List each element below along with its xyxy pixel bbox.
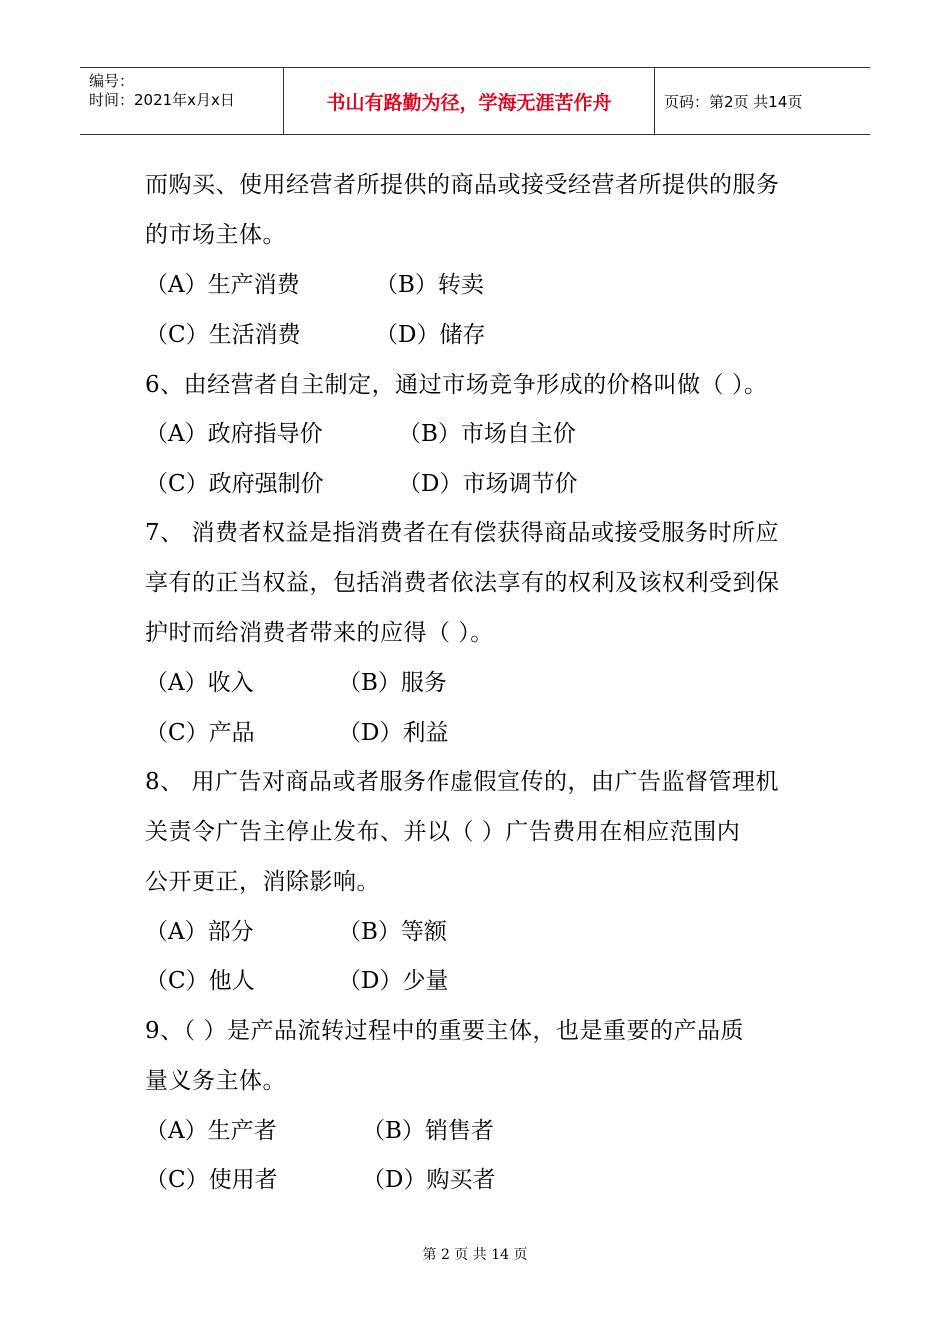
page-footer-number: 第 2 页 共 14 页 [422,1247,528,1263]
question-8-option-d: （D）少量 [338,968,449,994]
question-5-option-a: （A）生产消费 [145,272,300,298]
question-7-option-b: （B）服务 [338,670,447,696]
question-8-option-a: （A）部分 [145,919,254,945]
question-7-text-line-3: 护时而给消费者带来的应得（ ）。 [145,620,494,646]
question-8-text-line-2: 关责令广告主停止发布、并以（ ）广告费用在相应范围内 [145,819,741,845]
question-6-text-line-1: 6、由经营者自主制定，通过市场竞争形成的价格叫做（ ）。 [145,372,768,398]
header-left-cell [80,68,283,135]
question-7-text-line-2: 享有的正当权益，包括消费者依法享有的权利及该权利受到保 [145,570,780,596]
question-9-option-a: （A）生产者 [145,1118,277,1144]
question-9-option-d: （D）购买者 [362,1167,496,1193]
question-9-text-line-2: 量义务主体。 [145,1068,286,1094]
question-7-option-a: （A）收入 [145,670,254,696]
question-8-text-line-3: 公开更正，消除影响。 [145,869,380,895]
question-7-option-d: （D）利益 [338,720,449,746]
question-9-option-c: （C）使用者 [145,1167,278,1193]
question-8-text-line-1: 8、 用广告对商品或者服务作虚假宣传的，由广告监督管理机 [145,769,779,795]
question-5-option-b: （B）转卖 [375,272,484,298]
header-middle-cell [283,68,655,135]
header-page-info: 页码：第2页 共14页 [664,93,803,111]
time-label: 时间：2021年x月x日 [89,91,235,109]
question-7-text-line-1: 7、 消费者权益是指消费者在有偿获得商品或接受服务时所应 [145,520,779,546]
question-9-option-b: （B）销售者 [362,1118,494,1144]
question-7-option-c: （C）产品 [145,720,255,746]
document-header [80,67,870,135]
question-6-option-d: （D）市场调节价 [398,471,578,497]
question-8-option-c: （C）他人 [145,968,255,994]
question-6-option-a: （A）政府指导价 [145,421,323,447]
question-5-option-d: （D）储存 [375,322,486,348]
serial-number-label: 编号： [89,72,135,90]
question-5-text-line-2: 的市场主体。 [145,222,286,248]
question-8-option-b: （B）等额 [338,919,447,945]
question-5-option-c: （C）生活消费 [145,322,301,348]
header-motto: 书山有路勤为径，学海无涯苦作舟 [326,92,612,114]
question-5-text-line-1: 而购买、使用经营者所提供的商品或接受经营者所提供的服务 [145,172,780,198]
header-right-cell [655,68,870,135]
question-6-option-c: （C）政府强制价 [145,471,324,497]
question-6-option-b: （B）市场自主价 [398,421,576,447]
question-9-text-line-1: 9、（ ）是产品流转过程中的重要主体，也是重要的产品质 [145,1018,744,1044]
